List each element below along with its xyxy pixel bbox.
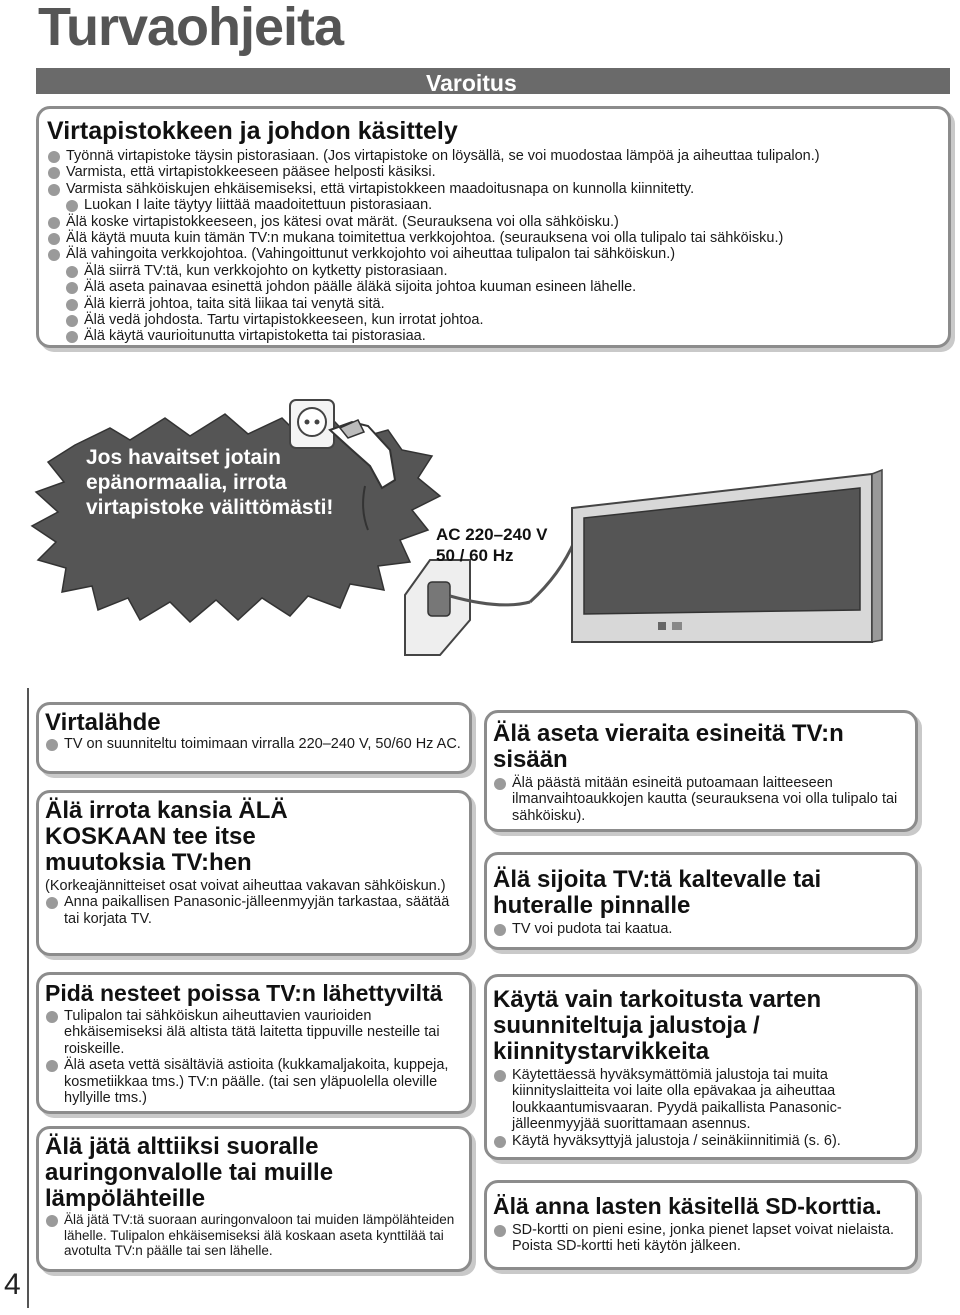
virtalahde-heading: Virtalähde xyxy=(45,709,161,736)
list-item: Älä aseta painavaa esinettä johdon päälle äläkä sijoita johtoa kuuman esineen lähelle. xyxy=(65,279,940,295)
list-item: Tulipalon tai sähköiskun aiheuttavien vaurioiden ehkäisemiseksi älä altista tätä laitetta tippuville nesteille tai roiskeille. xyxy=(45,1008,463,1057)
ac-voltage-line2: 50 / 60 Hz xyxy=(436,546,514,565)
page-title: Turvaohjeita xyxy=(38,0,344,57)
wall-socket-icon xyxy=(405,560,530,655)
kansia-list xyxy=(45,894,463,927)
list-item: Älä käytä vaurioitunutta virtapistoketta tai pistorasiaa. xyxy=(65,328,940,344)
virtalahde-list xyxy=(45,736,463,752)
list-item: TV on suunniteltu toimimaan virralla 220–240 V, 50/60 Hz AC. xyxy=(45,736,463,752)
jalustoja-list xyxy=(493,1067,909,1149)
power-cord-box xyxy=(36,106,951,348)
nesteet-box xyxy=(36,972,472,1114)
list-item: SD-kortti on pieni esine, jonka pienet lapset voivat nielaista. Poista SD-kortti heti käytön jälkeen. xyxy=(493,1222,909,1255)
ac-voltage-line1: AC 220–240 V xyxy=(436,525,548,544)
virtalahde-box xyxy=(36,702,472,774)
list-item: Älä koske virtapistokkeeseen, jos kätesi ovat märät. (Seurauksena voi olla sähköisku.) xyxy=(47,214,940,230)
nesteet-heading: Pidä nesteet poissa TV:n lähettyviltä xyxy=(45,980,443,1006)
warning-label: Varoitus xyxy=(426,70,517,96)
ac-voltage-label xyxy=(436,524,586,566)
vieraita-list xyxy=(493,775,909,824)
vieraita-box xyxy=(484,710,918,832)
list-item: Anna paikallisen Panasonic-jälleenmyyjän tarkastaa, säätää tai korjata TV. xyxy=(45,894,463,927)
list-item: Luokan I laite täytyy liittää maadoitettuun pistorasiaan. xyxy=(65,197,940,213)
power-cord-list xyxy=(47,148,940,345)
sdkortti-heading: Älä anna lasten käsitellä SD-korttia. xyxy=(493,1193,882,1219)
kaltevalle-box xyxy=(484,852,918,950)
sdkortti-box xyxy=(484,1180,918,1270)
kaltevalle-heading: Älä sijoita TV:tä kaltevalle tai huteralle pinnalle xyxy=(493,866,822,919)
list-item: Älä siirrä TV:tä, kun verkkojohto on kytketty pistorasiaan. xyxy=(65,263,940,279)
list-item: TV voi pudota tai kaatua. xyxy=(493,921,909,937)
side-rule xyxy=(27,688,29,1308)
kansia-heading: Älä irrota kansia ÄLÄ KOSKAAN tee itse muutoksia TV:hen xyxy=(45,797,288,876)
list-item: Älä vahingoita verkkojohtoa. (Vahingoittunut verkkojohto voi aiheuttaa tulipalon tai sähköiskun.) xyxy=(47,246,940,262)
jalustoja-box xyxy=(484,974,918,1160)
jalustoja-heading: Käytä vain tarkoitusta varten suunniteltuja jalustoja / kiinnitystarvikkeita xyxy=(493,986,822,1065)
list-item: Käytä hyväksyttyjä jalustoja / seinäkiinnitimiä (s. 6). xyxy=(493,1133,909,1149)
kansia-note: (Korkeajännitteiset osat voivat aiheuttaa vakavan sähköiskun.) xyxy=(45,878,446,894)
sdkortti-list xyxy=(493,1222,909,1255)
list-item: Älä jätä TV:tä suoraan auringonvaloon tai muiden lämpölähteiden lähelle. Tulipalon ehkäisemiseksi älä koskaan aseta kynttilää tai avotulta TV:n päälle tai sen lähelle. xyxy=(45,1212,463,1259)
list-item: Varmista sähköiskujen ehkäisemiseksi, että virtapistokkeen maadoitusnapa on kunnolla kiinnitetty. xyxy=(47,181,940,197)
aurinko-list xyxy=(45,1212,463,1259)
page-number: 4 xyxy=(4,1268,21,1301)
list-item: Käytettäessä hyväksymättömiä jalustoja tai muita kiinnityslaitteita voi laite olla epävakaa ja aiheuttaa loukkaantumisvaaran. Pyydä paikallista Panasonic-jälleenmyyjää suorittamaan asennus. xyxy=(493,1067,909,1133)
kaltevalle-list xyxy=(493,921,909,937)
list-item: Älä päästä mitään esineitä putoamaan laitteeseen ilmanvaihtoaukkojen kautta (seurauksena voi olla tulipalo tai sähköisku). xyxy=(493,775,909,824)
power-cord-heading: Virtapistokkeen ja johdon käsittely xyxy=(47,117,458,145)
list-item: Varmista, että virtapistokkeeseen pääsee helposti käsiksi. xyxy=(47,164,940,180)
warning-bar xyxy=(36,68,950,94)
tv-icon xyxy=(572,470,882,642)
aurinko-box xyxy=(36,1126,472,1272)
vieraita-heading: Älä aseta vieraita esineitä TV:n sisään xyxy=(493,720,844,773)
list-item: Älä kierrä johtoa, taita sitä liikaa tai venytä sitä. xyxy=(65,296,940,312)
kansia-box xyxy=(36,790,472,956)
list-item: Älä aseta vettä sisältäviä astioita (kukkamaljakoita, kuppeja, kosmetiikkaa tms.) TV:n päälle. (tai sen yläpuolella oleville hyllyille tms.) xyxy=(45,1057,463,1106)
list-item: Työnnä virtapistoke täysin pistorasiaan. (Jos virtapistoke on löysällä, se voi muodostaa lämpöä ja aiheuttaa tulipalon.) xyxy=(47,148,940,164)
nesteet-list xyxy=(45,1008,463,1106)
unplug-warning-text: Jos havaitset jotain epänormaalia, irrota virtapistoke välittömästi! xyxy=(86,446,334,519)
list-item: Älä vedä johdosta. Tartu virtapistokkeeseen, kun irrotat johtoa. xyxy=(65,312,940,328)
aurinko-heading: Älä jätä alttiiksi suoralle auringonvalolle tai muille lämpölähteille xyxy=(45,1133,334,1212)
list-item: Älä käytä muuta kuin tämän TV:n mukana toimitettua verkkojohtoa. (seurauksena voi olla tulipalo tai sähköisku.) xyxy=(47,230,940,246)
